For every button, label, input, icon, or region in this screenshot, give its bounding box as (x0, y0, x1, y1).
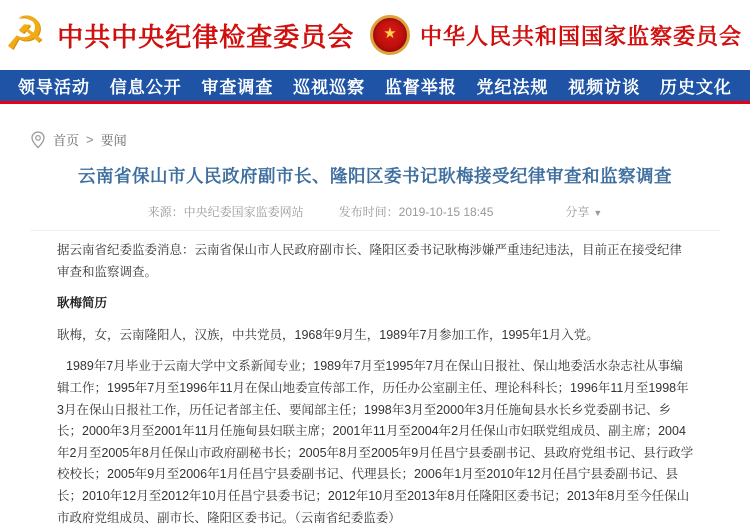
article-meta (0, 203, 750, 220)
share-button[interactable] (565, 203, 602, 220)
article (0, 163, 750, 529)
nav-item-inspection-tours[interactable]: 巡视巡察 (293, 78, 366, 98)
breadcrumb-home-link[interactable]: 首页 (53, 133, 80, 148)
emblem-star-icon: ★ (383, 24, 397, 42)
nav-item-leader-activities[interactable]: 领导活动 (18, 78, 90, 98)
national-emblem-icon (370, 15, 410, 55)
ccdi-title: 中共中央纪律检查委员会 (57, 22, 355, 53)
location-pin-icon (30, 131, 46, 149)
share-label: 分享 (565, 205, 590, 219)
article-body (0, 231, 750, 529)
chevron-down-icon: ▼ (593, 208, 603, 218)
main-nav (0, 70, 750, 104)
article-paragraph-resume-heading: 耿梅简历 (57, 296, 108, 311)
breadcrumb-separator: > (86, 132, 94, 147)
article-publish-time: 发布时间：2019-10-15 18:45 (338, 205, 494, 219)
party-emblem-icon: ☭ (4, 6, 46, 60)
nav-item-supervision-reporting[interactable]: 监督举报 (384, 78, 457, 98)
nav-item-review-investigation[interactable]: 审查调查 (201, 78, 274, 98)
article-title: 云南省保山市人民政府副市长、隆阳区委书记耿梅接受纪律审查和监察调查 (78, 166, 672, 186)
article-paragraph-career: 1989年7月毕业于云南大学中文系新闻专业；1989年7月至1995年7月在保山日报社、保山地委活水杂志社从事编辑工作；1995年7月至1996年11月在保山地委宣传部工作，历任办公室副主任、理论科科长；1996年11月至1998年3月在保山日报社工作，历任记者部主任、要闻部主任；1998年3月至2000年3月任施甸县水长乡党委副书记、乡长；2000年3月至2001年11月任施甸县妇联主席；2001年11月至2004年2月任保山市妇联党组成员、副主席；2004年2月至2005年8月任保山市政府副秘书长；2005年8月至2005年9月任昌宁县委副书记、县政府党组书记、县行政学校校长；2005年9月至2006年1月任昌宁县委副书记、代理县长；2006年1月至2010年12月任昌宁县委副书记、县长；2010年12月至2012年10月任昌宁县委书记；2012年10月至2013年8月任隆阳区委书记；2013年8月至今任保山市政府党组成员、副市长、隆阳区委书记。（云南省纪委监委） (57, 359, 694, 525)
ccdi-brand (4, 6, 355, 60)
nav-item-information-disclosure[interactable]: 信息公开 (109, 78, 182, 98)
nsc-brand (370, 15, 742, 55)
article-paragraph-bio: 耿梅，女，云南隆阳人，汉族，中共党员，1968年9月生，1989年7月参加工作，1995年1月入党。 (57, 327, 599, 342)
nav-item-party-regulations[interactable]: 党纪法规 (476, 78, 549, 98)
article-source: 来源：中央纪委国家监委网站 (147, 205, 304, 219)
nsc-title: 中华人民共和国国家监察委员会 (419, 23, 742, 50)
nav-item-history-culture[interactable]: 历史文化 (659, 78, 732, 98)
breadcrumb (30, 130, 750, 149)
nav-item-video-interviews[interactable]: 视频访谈 (568, 78, 641, 98)
article-paragraph-announcement: 据云南省纪委监委消息：云南省保山市人民政府副市长、隆阳区委书记耿梅涉嫌严重违纪违法，目前正在接受纪律审查和监察调查。 (57, 243, 683, 279)
site-header (0, 0, 750, 70)
breadcrumb-current-link[interactable]: 要闻 (100, 133, 127, 148)
